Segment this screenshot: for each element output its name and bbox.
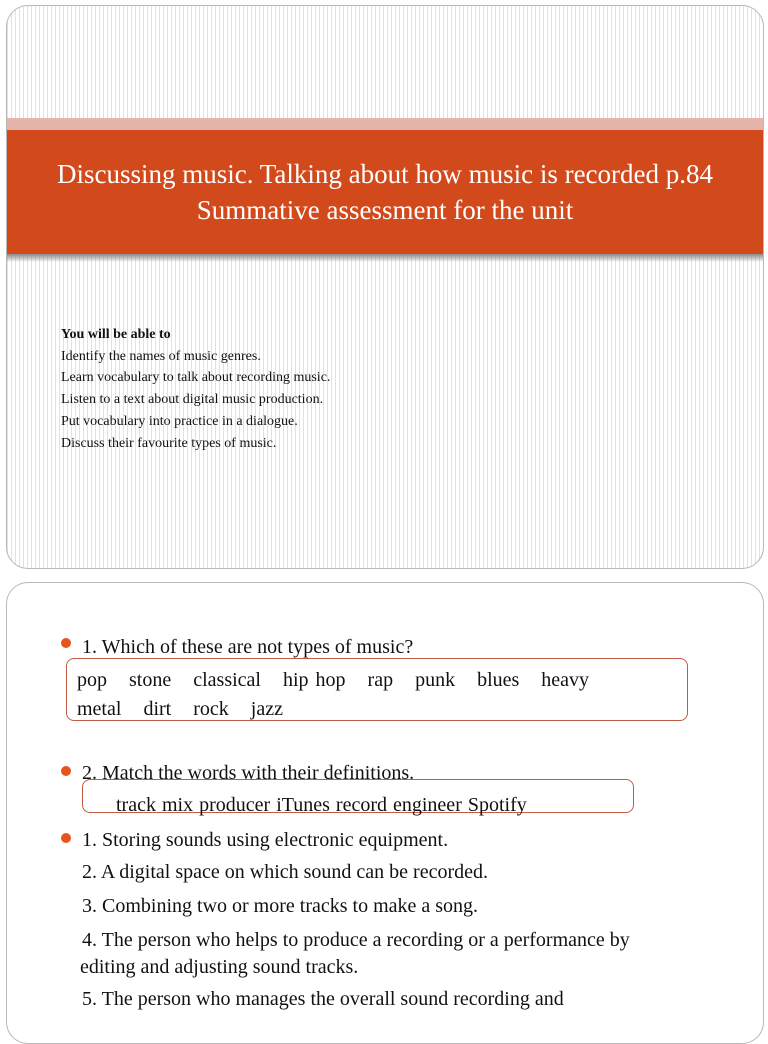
word-chip: hip hop bbox=[282, 669, 346, 691]
title-line-1: Discussing music. Talking about how music is recorded p.84 bbox=[56, 159, 714, 189]
definition-1: 1. Storing sounds using electronic equipment. bbox=[82, 829, 449, 851]
title-band bbox=[7, 130, 763, 254]
word-chip: engineer bbox=[393, 794, 462, 816]
bullet-icon bbox=[61, 638, 71, 648]
objective-item: Identify the names of music genres. bbox=[61, 348, 261, 364]
word-chip: Spotify bbox=[467, 794, 527, 816]
definition-4-line-2: editing and adjusting sound tracks. bbox=[80, 956, 359, 978]
objective-item: Learn vocabulary to talk about recording music. bbox=[61, 370, 331, 386]
slide-title bbox=[6, 5, 764, 569]
objectives-list bbox=[61, 324, 330, 454]
word-chip: heavy metal bbox=[77, 669, 590, 720]
word-chip: iTunes bbox=[276, 794, 330, 816]
word-chip: rap bbox=[367, 669, 394, 691]
word-chip: jazz bbox=[250, 698, 283, 720]
bullet-icon bbox=[61, 766, 71, 776]
title-line-2: Summative assessment for the unit bbox=[196, 195, 574, 225]
genre-words bbox=[77, 666, 681, 724]
definition-2: 2. A digital space on which sound can be recorded. bbox=[82, 861, 488, 883]
word-chip: blues bbox=[477, 669, 520, 691]
word-chip: producer bbox=[199, 794, 271, 816]
word-chip: punk bbox=[415, 669, 456, 691]
word-chip: track bbox=[116, 794, 156, 816]
word-chip: pop bbox=[77, 669, 107, 691]
definition-3: 3. Combining two or more tracks to make a song. bbox=[82, 895, 479, 917]
word-chip: dirt bbox=[143, 698, 172, 720]
question-1: 1. Which of these are not types of music? bbox=[82, 636, 414, 658]
definition-4-line-1: 4. The person who helps to produce a recording or a performance by bbox=[82, 929, 630, 951]
title-band-top-stripe bbox=[7, 118, 763, 130]
title-band-shadow bbox=[7, 254, 763, 262]
word-chip: stone bbox=[129, 669, 172, 691]
word-chip: record bbox=[335, 794, 387, 816]
objectives-heading: You will be able to bbox=[61, 327, 171, 342]
objective-item: Listen to a text about digital music production. bbox=[61, 392, 324, 408]
objective-item: Put vocabulary into practice in a dialogue. bbox=[61, 413, 298, 429]
definition-5-line-1: 5. The person who manages the overall sound recording and bbox=[82, 988, 564, 1010]
bullet-icon bbox=[61, 833, 71, 843]
word-chip: rock bbox=[193, 698, 229, 720]
vocab-words bbox=[116, 794, 533, 817]
word-chip: classical bbox=[193, 669, 261, 691]
objective-item: Discuss their favourite types of music. bbox=[61, 435, 277, 451]
word-chip: mix bbox=[161, 794, 194, 816]
question-2: 2. Match the words with their definitions. bbox=[82, 762, 415, 784]
